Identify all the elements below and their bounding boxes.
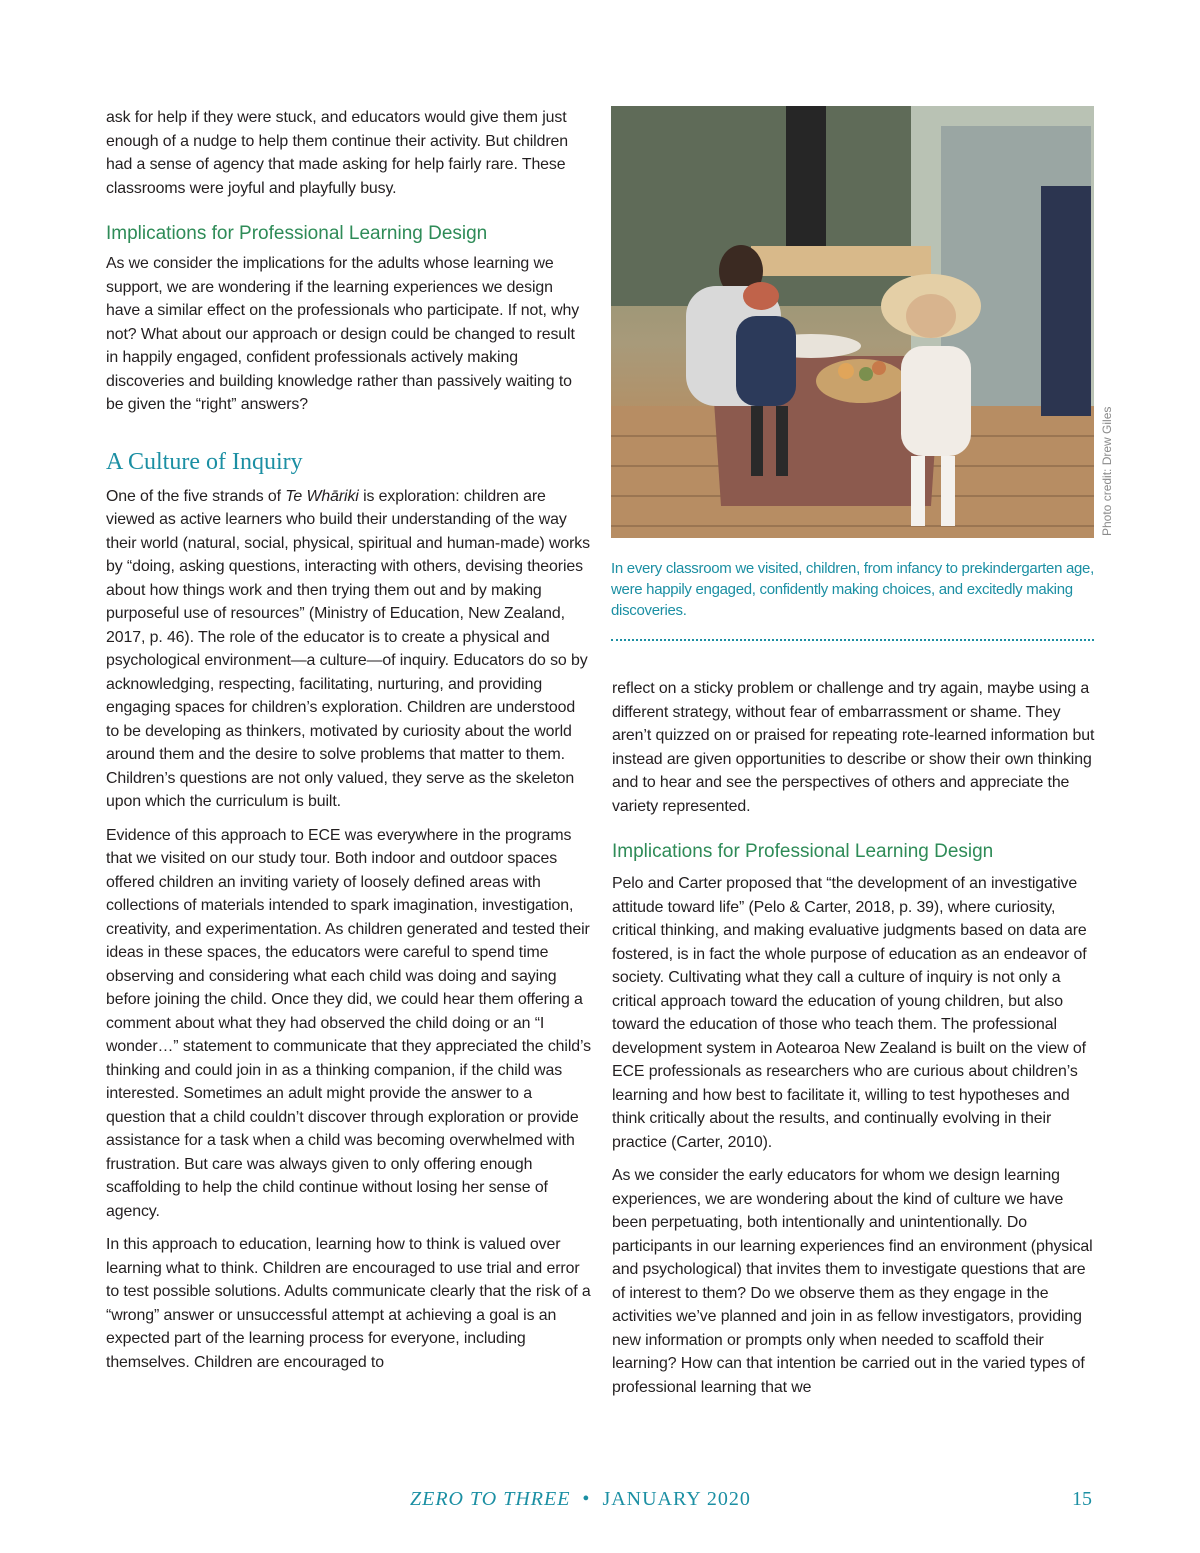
- figure: [611, 106, 1095, 641]
- separator-bullet: •: [582, 1488, 591, 1510]
- paragraph-approach: In this approach to education, learning how to think is valued over learning what to think. Children are encouraged to use trial and error to test possible solutions. Adults communicate clearly that the risk of a “wrong” answer or unsuccessful attempt at achieving a goal is an expected part of the learning process for everyone, including themselves. Children are encouraged to: [106, 1236, 591, 1371]
- paragraph-pelo: Pelo and Carter proposed that “the development of an investigative attitude toward life” (Pelo & Carter, 2018, p. 39), where curiosity, critical thinking, and making evaluative judgments based on data are fostered, is in fact the whole purpose of education as an endeavor of society. Cultivating what they call a culture of inquiry is not only a critical approach toward the education of young children, but also toward the education of those who teach them. The professional development system in Aotearoa New Zealand is built on the view of ECE professionals as researchers who are curious about children’s learning and how best to facilitate it, willing to test hypotheses and think critically about the results, and continually evolving in their practice (Carter, 2010).: [612, 875, 1087, 1151]
- publication-name: ZERO TO THREE: [410, 1488, 571, 1510]
- photo-caption: In every classroom we visited, children, from infancy to prekindergarten age, were happily engaged, confidently making choices, and excitedly making discoveries.: [611, 560, 1094, 619]
- paragraph-evidence: Evidence of this approach to ECE was everywhere in the programs that we visited on our study tour. Both indoor and outdoor spaces offered children an inviting variety of loosely defined areas with collections of materials intended to spark imagination, investigation, creativity, and experimentation. As children generated and tested their ideas in these spaces, the educators were careful to spend time observing and considering what each child was doing and saying before joining the child. Once they did, we could hear them offering a comment about what they had observed the child doing or an “I wonder…” statement to communicate that they appreciated the child’s thinking and could join in as a thinking companion, if the child was interested. Sometimes an adult might provide the answer to a question that a child couldn’t discover through exploration or provide assistance for a task when a child was becoming overwhelmed with frustration. But care was always given to only offering enough scaffolding to help the child continue without losing her sense of agency.: [106, 826, 591, 1220]
- classroom-photo: [611, 106, 1094, 538]
- photo-illustration: [611, 106, 1094, 538]
- culture-text-start: One of the five strands of: [106, 487, 286, 505]
- issue-date: JANUARY 2020: [602, 1488, 751, 1510]
- subhead-implications-2: Implications for Professional Learning Design: [612, 841, 994, 862]
- page-footer: [0, 1488, 1200, 1518]
- paragraph-intro: ask for help if they were stuck, and educators would give them just enough of a nudge to help them continue their activity. But children had a sense of agency that made asking for help fairly rare. These classrooms were joyful and playfully busy.: [106, 109, 568, 197]
- left-column: [106, 106, 591, 1384]
- paragraph-consider: As we consider the early educators for whom we design learning experiences, we are wondering about the kind of culture we have been perpetuating, both intentionally and unintentionally. Do participants in our learning experiences find an environment (physical and psychological) that invites them to investigate questions that are of interest to them? Do we observe them as they engage in the activities we’ve planned and join in as fellow investigators, providing new information or prompts only when needed to scaffold their learning? How can that intention be carried out in the varied types of professional learning that we: [612, 1167, 1093, 1396]
- subhead-implications-1: Implications for Professional Learning Design: [106, 223, 488, 244]
- dotted-divider: [611, 639, 1094, 641]
- culture-text-title: Te Whāriki: [285, 487, 359, 505]
- paragraph-culture: [106, 485, 591, 814]
- paragraph-implications: As we consider the implications for the adults whose learning we support, we are wondering if the learning experiences we design have a similar effect on the professionals who participate. If not, why not? What about our approach or design could be changed to result in happily engaged, confident professionals actively making discoveries and building knowledge rather than passively waiting to be given the “right” answers?: [106, 255, 580, 413]
- culture-text-rest: is exploration: children are viewed as active learners who build their understanding of the way their world (natural, social, physical, spiritual and human-made) works by “doing, asking questions, interacting with others, devising theories about how things work and then trying them out and by making purposeful use of resources” (Ministry of Education, New Zealand, 2017, p. 46). The role of the educator is to create a physical and psychological environment—a culture—of inquiry. Educators do so by acknowledging, respecting, facilitating, nurturing, and providing engaging spaces for children’s exploration. Children are understood to be developing as thinkers, motivated by curiosity about the world around them and the desire to solve problems that matter to them. Children’s questions are not only valued, they serve as the skeleton upon which the curriculum is built.: [106, 487, 590, 810]
- photo-credit: Photo credit: Drew Giles: [1100, 406, 1114, 536]
- section-title: A Culture of Inquiry: [106, 448, 303, 475]
- masthead: [410, 1488, 751, 1511]
- page-number: 15: [1072, 1488, 1092, 1510]
- right-column: [612, 677, 1096, 1409]
- paragraph-continue: reflect on a sticky problem or challenge and try again, maybe using a different strategy, without fear of embarrassment or shame. They aren’t quizzed on or praised for repeating rote-learned information but instead are given opportunities to describe or show their own thinking and to hear and see the perspectives of others and appreciate the variety represented.: [612, 680, 1095, 815]
